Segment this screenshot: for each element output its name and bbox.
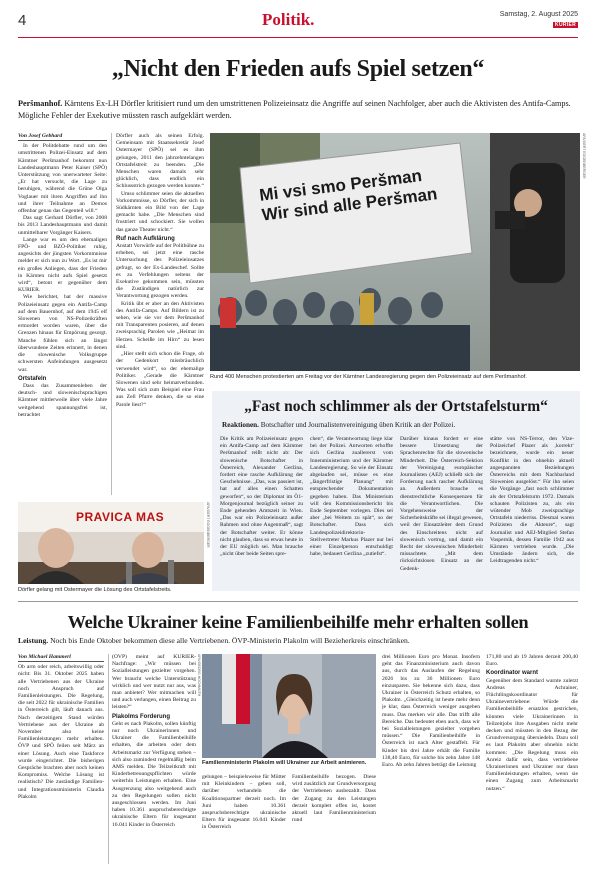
plakolm-photo-caption: Familienministerin Plakolm will Ukrainer zur Arbeit animieren. xyxy=(202,760,367,766)
article3-paragraph: 171,80 und ab 19 Jahren derzeit 200,40 Euro. xyxy=(486,654,578,668)
article1-paragraph: Das sagt Gerhard Dörfler, von 2008 bis 2013 Landeshauptmann und damit unmittelbarer Vorgänger Kaisers. xyxy=(18,215,107,236)
article1-lead-text: Kärntens Ex-LH Dörfler kritisiert rund um den umstrittenen Polizeieinsatz die Angriffe auf seinen Nachfolger, aber auch die Aktivisten des Antifa-Camps. Mögliche Fehler der Exekutive müssten rasch aufgeklärt werden. xyxy=(18,99,571,120)
protest-photo-caption: Rund 400 Menschen protestierten am Freitag vor der Kärntner Landesregierung gegen den Polizeieinsatz auf dem Peršmanhof. xyxy=(210,374,527,380)
article3-headline: Welche Ukrainer keine Familienbeihilfe mehr erhalten sollen xyxy=(67,612,529,632)
article3-subheading-koordinator: Koordinator warnt xyxy=(486,670,538,677)
article3-column-5: drei Millionen Euro pro Monat. Insofern geht das Finanzministerium auch davon aus, durch das Auslaufen der Regelung 2026 bis zu 36 Millionen Euro einzusparen. Sie bekenne sich dazu, dass Ukrainer in Österreich Schutz erhalten, so Plakolm. „Gleichzeitig ist heute mehr denn je klar, dass Österreich weniger ausgeben muss. Das merken wir alle. Das trifft alle Bereiche. Das bedeutet eben auch, dass wir bei Sozialleistungen gezielter vorgehen müssen.“ Die Familienbeihilfe in Österreich ist nach Alter gestaffelt. Für Kinder bis drei Jahre erhält die Familie 138,40 Euro, für solche bis zehn Jahre 148 Euro. Ab zehn Jahren beträgt die Leistung xyxy=(382,654,480,769)
article1-paragraph: In der Politdebatte rund um den umstrittenen Polizei-Einsatz auf dem Kärntner Peršmanhof bekommt nun Landeshauptmann Peter Kaiser (SPÖ) Unterstützung von unerwarteter Seite: „Er hat versucht, die Lage zu beruhigen, während die Grüne Olga Voglauer mit ihren Angriffen auf ihn und ihrer Teilnahme an Demos offenbar genau das Gegenteil will.“ xyxy=(18,143,107,215)
article1-lead xyxy=(18,98,578,136)
article3-lead-text: Noch bis Ende Oktober bekommen diese alle Vertriebenen. ÖVP-Ministerin Plakolm will Bezieherkreis einschränken. xyxy=(50,636,410,645)
article2-column-2: chen“, die Verantwortung liege klar bei der Polizei. Antworten erhoffte sich Geržina zuallererst vom Innenministerium und der Kärntner Landesregierung. So wie der Einsatz abgelaufen sei, müsse es eine „längerfristige Planung“ mit entsprechender Dokumentation gegeben haben. Das Ministerium will den Kommissionsbericht bis Ende September vorlegen. Dies sei aber „bei Weitem zu spät“, so der Botschafter. Dass sich Landespolizeidirektorin-Stellvertreter Markus Plazer nur bei einer Einzelperson entschuldigt habe, bedauert Geržina „zutiefst“. xyxy=(310,436,393,558)
article3-paragraph: Ob arm oder reich, arbeitswillig oder nicht: Bis 31. Oktober 2025 haben alle Vertriebenen aus der Ukraine noch Anspruch auf Familienleistungen. Die Regelung, die seit 2022 für ukrainische Familien in Österreich gilt, läuft danach aus. Nach derzeitigem Stand würden Vertriebene aus der Ukraine ab November also keine Familienleistungen mehr erhalten. ÖVP und SPÖ feilen seit März an einer Lösung. Auch eine Taskforce wurde eingerichtet. Die bisherigen Gespräche brachten aber noch keinen Kompromiss. Welche Lösung ist realistisch? Die zuständige Familien- und Integrationsministerin Claudia Plakolm xyxy=(18,664,104,800)
page-number: 4 xyxy=(18,12,27,29)
issue-date: Samstag, 2. August 2025 xyxy=(499,11,578,18)
article1-lead-place: Peršmanhof. xyxy=(18,99,63,108)
article3-lead xyxy=(18,636,578,646)
article1-paragraph: Anstatt Vorwürfe auf der Politbühne zu erheben, sei jetzt eine rasche Untersuchung des Polizeieinsatzes gefragt, so der Ex-Landeschef. Sollte es zu Verfehlungen seitens der Exekutive gekommen sein, müssten die Zuständigen natürlich zur Verantwortung gezogen werden. xyxy=(116,243,204,300)
article3-column-1 xyxy=(18,654,104,866)
article3-column-3: gelungen – beispielsweise für Mütter mit Kleinkindern – geben soll, darüber verhandeln die Koalitionspartner derzeit noch. Im Juni haben 10.361 anspruchsberechtigte ukrainische Eltern für insgesamt 16.041 Kinder in Österreich xyxy=(202,774,286,831)
article1-paragraph: Umso schlimmer seien die aktuellen Vorkommnisse, so Dörfler, der sich in Südkärnten ein Bild von der Lage gemacht habe. „Die Menschen sind frustriert und schockiert. Sie wollen das ganze Theater nicht.“ xyxy=(116,190,204,233)
article2-column-1: Die Kritik am Polizeieinsatz gegen ein Antifa-Camp auf dem Kärntner Peršmanhof reißt nicht ab: Der slowenische Botschafter in Österreich, Alexander Geržina, fordert eine rasche Aufklärung der Geschehnisse. „Das, was passiert ist, hat auf alles einen Schatten geworfen“, so der Diplomat im Ö1-Morgenjournal bezüglich seiner zu Ende gehenden Amtszeit in Wien. „Das war ein Polizeieinsatz außer Rahmen und ohne Augenmaß“, sagt der Botschafter weiter. Er könne nicht glauben, dass so etwas heute in der EU möglich sei. Man brauche „nicht über beide Seiten spre- xyxy=(220,436,303,558)
protest-banner-text: Mi vsi smo Peršman Wir sind alle Peršman xyxy=(258,166,439,225)
article2-lead-place: Reaktionen. xyxy=(222,421,259,429)
article3-paragraph: (ÖVP) meint auf KURIER-Nachfrage: „Wir müssen bei Sozialleistungen gezielter vorgehen. Wer braucht welche Unterstützung wirklich und wer nutzt nur aus, was man anbietet? Wer mitmachen will und auch verlangen, einen Beitrag zu leisten?“ xyxy=(112,654,196,711)
article3-paragraph: Gegenüber dem Standard warnte zuletzt Andreas Achrainer, Flüchtlingskoordinator für Ukrainevertriebene: Würde die Familienbeihilfe ersatzlos gestrichen, könnten viele Ukrainerinnen in Teilzeitjobs ihre Ausgaben nicht mehr decken und müssten in den Bezug der Grundversorgung übersiedeln. Dazu soll es laut Plakolm aber ohnehin nicht kommen: „Die Regelung muss ein Anreiz dafür sein, dass vertriebene Ukrainerinnen und Ukrainer nur dann Familienleistungen erhalten, wenn sie einen Zugang zum Arbeitsmarkt nutzen.“ xyxy=(486,677,578,792)
article2-column-3: Darüber hinaus fordert er eine bessere Umsetzung der Sprachenrechte für die slowenische Minderheit. Die Österreich-Sektion der Vereinigung europäischer Journalisten (AEJ) schließt sich der Forderung nach rascher Aufklärung an. Außerdem brauche es dienstrechtliche Konsequenzen für die Verantwortlichen. Die Vorgehensweise der Sicherheitskräfte sei illegal gewesen, weil der Einsatzleiter dem Grund des Einschreitens nicht auf slowenisch vortrug, und damit ein Recht der slowenischen Minderheit missachtete. „Mit dem rücksichtslosen Einsatz an der Gedenk- xyxy=(400,436,483,572)
article1-column-1 xyxy=(18,133,107,499)
plakolm-photo-illustration xyxy=(202,654,376,758)
article3-column-2 xyxy=(112,654,196,866)
article3-column-4: Familienbeihilfe bezogen. Diese wird zusätzlich zur Grundversorgung der Vertriebenen ausbezahlt. Dass der Zugang zu den Leistungen derzeit komplett offen ist, kostet aktuell laut Familienministerium rund xyxy=(292,774,376,824)
photo-credit: APA/GERT EGGENBERGER xyxy=(206,502,210,548)
article3-column-6 xyxy=(486,654,578,866)
plakolm-photo xyxy=(202,654,376,758)
photo-credit: APA/GEORG HOCHMUTH xyxy=(197,654,201,697)
article1-paragraph: Dass das Zusammenleben der deutsch- und slowenischsprachigen Kärntner mittlerweile über viele Jahre weitgehend spannungsfrei ist, betrachtet xyxy=(18,382,107,418)
article1-author: Von Josef Gebhard xyxy=(18,133,107,141)
article2-headline: „Fast noch schlimmer als der Ortstafelsturm“ xyxy=(244,398,548,415)
protest-photo xyxy=(210,133,580,371)
doerfler-photo xyxy=(18,502,204,584)
section-title: Politik. xyxy=(262,10,315,29)
newspaper-logo: KURIER xyxy=(555,22,576,28)
article1-paragraph: Kritik übt er aber an den Aktivisten des Antifa-Camps. Auf Bildern ist zu sehen, wie sie vor dem Peršmanhof mit Transparenten posieren, auf denen zweisprachig Parolen wie „Heimat im Herzen. Scheiße im Hirn“ zu lesen sind. xyxy=(116,300,204,350)
column-divider xyxy=(111,133,112,495)
article2-lead xyxy=(222,421,574,430)
article1-paragraph: Dörfler auch als seinen Erfolg. Gemeinsam mit Staatssekretär Josef Ostermayer (SPÖ) sei es ihm gelungen, 2011 den jahrzehntelangen Ortstafelstreit zu beenden. „Die Menschen waren damals sehr glücklich, dass endlich ein Schlussstrich gezogen werden konnte.“ xyxy=(116,133,204,190)
article3-lead-place: Leistung. xyxy=(18,636,49,645)
header-rule xyxy=(18,37,578,38)
article3-subheading-forderung: Plakolms Forderung xyxy=(112,713,171,720)
doerfler-photo-caption: Dörfler gelang mit Ostermayer die Lösung des Ortstafelstreits. xyxy=(18,587,172,593)
article1-headline: „Nicht den Frieden aufs Spiel setzen“ xyxy=(111,56,485,82)
section-divider xyxy=(18,601,578,602)
article2-lead-text: Botschafter und Journalistenvereinigung üben Kritik an der Polizei. xyxy=(260,421,456,429)
column-divider xyxy=(108,654,109,864)
photo-credit: APA/GERT EGGENBERGER xyxy=(582,133,586,179)
article1-subheading-aufklaerung: Ruf nach Aufklärung xyxy=(116,235,175,242)
article3-paragraph: Geht es nach Plakolm, sollen künftig nur noch Ukrainerinnen und Ukrainer die Familienbeihilfe erhalten, die arbeiten oder dem Arbeitsmarkt zur Verfügung stehen – sich also zumindest regelmäßig beim AMS melden. Die Teilzeitkraft mit Kinderbetreuungspflichten würde weiterhin Leistungen erhalten. Eine Ausgrenzung also weitgehend auch zu den Regelungen sollen nicht ausgeschlossen werden. Im Juni haben 10.361 anspruchsberechtigte ukrainische Eltern für insgesamt 16.041 Kinder in Österreich xyxy=(112,720,196,828)
article1-paragraph: Lange war es um den ehemaligen FPÖ- und BZÖ-Politiker ruhig, angesichts der jüngsten Vorkommnisse meldet er sich nun zu Wort. „Es ist mir ein großes Anliegen, dass der Frieden in Kärnten nicht aufs Spiel gesetzt wird“, betont er gegenüber dem KURIER. xyxy=(18,236,107,294)
article2-column-4: stätte von NS-Terror, den Vize-Polizeichef Plazer als ‚korrekt‘ bezeichnete, wurde ein neuer Konflikt in den ohnehin aktuell angespannten Beziehungen Österreichs mit dem Nachbarland Slowenien ausgelöst.“ Für ihn seien die Vorgänge „fast noch schlimmer als der Ortstafelsturm 1972. Damals schauten Polizisten zu, als ein wütender Mob zweisprachige Ortstafeln niederriss. Diesmal waren Polizisten die Akteure“, sagt Journalist und AEJ-Mitglied Stefan Vospernik, dessen Familie 1942 aus Kärnten vertrieben wurde. „Die Umstände ändern sich, die Leidtragenden nicht.“ xyxy=(490,436,574,565)
article3-author: Von Michael Hammerl xyxy=(18,654,104,662)
article1-paragraph: „Hier stellt sich schon die Frage, ob der Gedenkort missbräuchlich verwendet wird“, so der ehemalige Politiker. „Gerade die Kärntner Slowenen sind sehr heimatverbunden. Was soll sich zum Beispiel eine Frau aus Zell Pfarre denken, die so eine Parole liest?“ xyxy=(116,351,204,408)
article1-subheading-ortstafeln: Ortstafeln xyxy=(18,375,47,382)
photo2-banner-text: PRAVICA MAS xyxy=(76,510,165,524)
article1-column-2 xyxy=(116,133,204,499)
article1-paragraph: Wie berichtet, hat der massive Polizeieinsatz gegen ein Antifa-Camp auf dem Bauernhof, auf dem 1945 elf Slowenen von NS-Polizeikräften ermordet worden waren, über die Grenzen hinaus für Empörung gesorgt. Manche fühlen sich an längst überwundene Zeiten erinnert, in denen die slowenische Volksgruppe schwersten Anfeindungen ausgesetzt war. xyxy=(18,294,107,373)
